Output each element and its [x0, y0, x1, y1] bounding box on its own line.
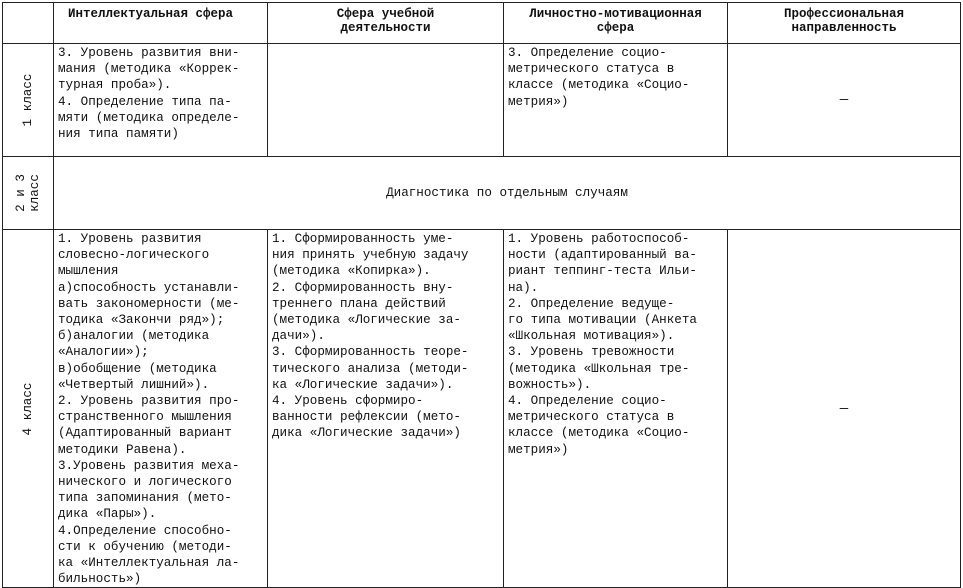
- grade-label: 4 класс: [21, 382, 35, 436]
- professional-cell: —: [728, 230, 961, 588]
- merged-note-cell: Диагностика по отдельным случаям: [54, 157, 961, 230]
- header-study: Сфера учебной деятельности: [268, 3, 504, 44]
- study-text: [268, 44, 503, 45]
- personal-cell: [504, 230, 728, 588]
- grade-label-cell: [3, 44, 54, 157]
- grade-label-cell: [3, 157, 54, 230]
- header-grade: [3, 3, 54, 44]
- personal-cell: [504, 44, 728, 157]
- intellect-cell: [54, 44, 268, 157]
- intellect-cell: [54, 230, 268, 588]
- study-cell: [268, 230, 504, 588]
- intellect-text: 1. Уровень развития словесно-логического мышления а)способность устанавли- вать закономерности (ме- тодика «Закончи ряд»); б)аналогии (методика «Аналогии»); в)обобщение (методика «Четвертый лишний»). 2. Уровень развития про- странственного мышления (Адаптированный вариант методики Равена). 3.Уровень развития меха- нического и логического типа запоминания (мето- дика «Пары»). 4.Определение способно- сти к обучению (методи- ка «Интеллектуальная ла- бильность»): [58, 232, 240, 587]
- header-personal: Личностно-мотивационная сфера: [504, 3, 728, 44]
- grade-label: 2 и 3 класс: [14, 174, 42, 212]
- header-intellectual: Интеллектуальная сфера: [54, 3, 268, 44]
- grade-label-cell: [3, 230, 54, 588]
- intellect-text: 3. Уровень развития вни- мания (методика «Коррек- турная проба»). 4. Определение типа па- мяти (методика определе- ния типа памяти): [58, 46, 240, 142]
- grade-label: 1 класс: [21, 73, 35, 127]
- professional-cell: —: [728, 44, 961, 157]
- study-text: 1. Сформированность уме- ния принять учебную задачу (методика «Копирка»). 2. Сформированность вну- треннего плана действий (методика «Логические за- дачи»). 3. Сформированность теоре- тического анализа (методи- ка «Логические задачи»). 4. Уровень сформиро- ванности рефлексии (мето- дика «Логические задачи»): [272, 232, 469, 441]
- table-row-grade-4: [3, 230, 961, 588]
- personal-text: 1. Уровень работоспособ- ности (адаптированный ва- риант теппинг-теста Ильи- на). 2. Определение ведуще- го типа мотивации (Анкета «Школьная мотивация»). 3. Уровень тревожности (методика «Школьная тре- вожность»). 4. Определение социо- метрического статуса в классе (методика «Социо- метрия»): [508, 232, 697, 457]
- header-professional: Профессиональная направленность: [728, 3, 961, 44]
- table-row-grade-1: [3, 44, 961, 157]
- study-cell: [268, 44, 504, 157]
- table-row-grade-2-3: [3, 157, 961, 230]
- diagnostics-table: [2, 2, 961, 588]
- header-row: [3, 3, 961, 44]
- personal-text: 3. Определение социо- метрического статуса в классе (методика «Социо- метрия»): [508, 46, 690, 109]
